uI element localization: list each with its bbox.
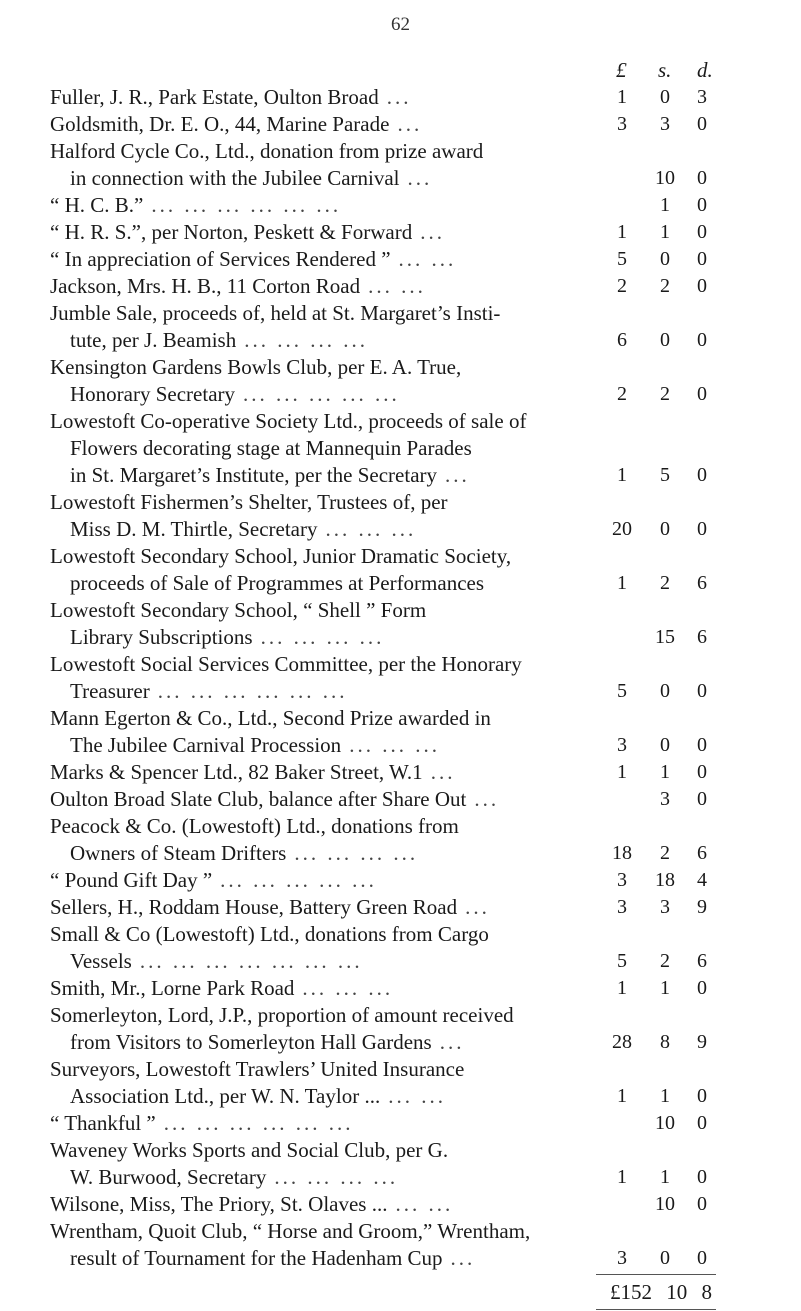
entry-text-line [50,867,765,894]
amount-shillings: 3 [660,113,670,135]
ledger-entry [50,705,765,759]
entry-text: Fuller, J. R., Park Estate, Oulton Broad [50,85,379,109]
leader-dots: ... ... ... [325,517,417,541]
entry-text-line [50,138,765,165]
ledger-entry [50,921,765,975]
entry-text: The Jubilee Carnival Procession [70,733,342,757]
entry-text: W. Burwood, Secretary [70,1165,267,1189]
leader-dots: ... ... ... ... [244,328,368,352]
leader-dots: ... ... ... ... [274,1165,399,1189]
entry-text: Jumble Sale, proceeds of, held at St. Margaret’s Insti- [50,301,501,325]
ledger-entry [50,597,765,651]
amount-pence: 6 [697,842,707,864]
entry-text: in connection with the Jubilee Carnival [70,166,400,190]
amount-pounds: 1 [617,1166,627,1188]
total-pence: 8 [701,1280,712,1304]
amount-pence: 0 [697,1247,707,1269]
entry-text-line [50,705,765,732]
entry-text-line [50,1110,765,1137]
entry-text-line [50,327,765,354]
entry-text: proceeds of Sale of Programmes at Performances [70,571,485,595]
entry-text-line [50,516,765,543]
amount-pence: 6 [697,626,707,648]
entry-text: Peacock & Co. (Lowestoft) Ltd., donations from [50,814,459,838]
amount-shillings: 8 [660,1031,670,1053]
entry-text-line [50,948,765,975]
leader-dots: ... [386,85,412,109]
entry-text-line [50,1164,765,1191]
entry-text: Miss D. M. Thirtle, Secretary [70,517,318,541]
leader-dots: ... ... ... [349,733,440,757]
ledger-entry [50,1137,765,1191]
amount-shillings: 2 [660,383,670,405]
entry-text: Association Ltd., per W. N. Taylor ... [70,1084,381,1108]
ledger-entry [50,786,765,813]
entry-text-line [50,813,765,840]
amount-shillings: 2 [660,950,670,972]
entry-text-line [50,462,765,489]
amount-pounds [608,624,636,651]
amount-shillings: 0 [660,518,670,540]
amount-pence: 0 [697,329,707,351]
entry-text-line [50,543,765,570]
ledger-entry [50,1191,765,1218]
amount-shillings: 15 [655,626,675,648]
amount-pence: 0 [697,464,707,486]
pounds-column-header: £ [616,58,627,82]
amount-pence: 0 [697,1166,707,1188]
ledger-entry [50,759,765,786]
entry-text: Treasurer [70,679,150,703]
page-number: 62 [391,14,410,35]
entry-text-line [50,273,765,300]
leader-dots: ... ... ... ... ... ... ... [139,949,363,973]
amount-pence: 6 [697,950,707,972]
entry-text: Marks & Spencer Ltd., 82 Baker Street, W.1 [50,760,423,784]
entry-text: Sellers, H., Roddam House, Battery Green Road [50,895,458,919]
entry-text-line [50,381,765,408]
leader-dots: ... ... [398,247,457,271]
amount-shillings: 1 [660,194,670,216]
amount-shillings: 1 [660,221,670,243]
ledger-entry [50,651,765,705]
entry-text: Oulton Broad Slate Club, balance after Share Out [50,787,467,811]
leader-dots: ... [420,220,445,244]
entry-text-line [50,894,765,921]
amount-shillings: 0 [660,329,670,351]
entry-text-line [50,759,765,786]
entry-text: “ Thankful ” [50,1111,156,1135]
amount-pounds: 1 [617,761,627,783]
entry-text: Surveyors, Lowestoft Trawlers’ United Insurance [50,1057,465,1081]
amount-pence: 3 [697,86,707,108]
ledger-entry [50,489,765,543]
entry-text: Lowestoft Fishermen’s Shelter, Trustees of, per [50,490,448,514]
entry-text: Waveney Works Sports and Social Club, per G. [50,1138,449,1162]
entry-text: “ In appreciation of Services Rendered ” [50,247,391,271]
entry-text-line [50,840,765,867]
leader-dots: ... ... ... ... ... [243,382,400,406]
entry-text-line [50,1191,765,1218]
leader-dots: ... ... ... [302,976,394,1000]
amount-shillings: 1 [660,1085,670,1107]
amount-pence: 0 [697,518,707,540]
entry-text-line [50,651,765,678]
entry-text: Lowestoft Secondary School, “ Shell ” Form [50,598,427,622]
amount-pounds: 1 [617,221,627,243]
amount-shillings: 10 [655,167,675,189]
amount-pence: 0 [697,383,707,405]
amount-shillings: 1 [660,977,670,999]
entry-text: Somerleyton, Lord, J.P., proportion of amount received [50,1003,514,1027]
leader-dots: ... [430,760,456,784]
leader-dots: ... ... [395,1192,454,1216]
ledger-entry [50,894,765,921]
ledger-entry [50,300,765,354]
grand-total [610,1280,721,1305]
entry-text-line [50,921,765,948]
entry-text-line [50,1083,765,1110]
amount-pence: 0 [697,788,707,810]
entry-text-line [50,489,765,516]
amount-pence: 0 [697,734,707,756]
entry-text: from Visitors to Somerleyton Hall Gardens [70,1030,432,1054]
amount-pence: 0 [697,977,707,999]
entry-text: Kensington Gardens Bowls Club, per E. A. True, [50,355,462,379]
ledger-entry [50,219,765,246]
amount-pounds [608,786,636,813]
ledger-entry [50,975,765,1002]
amount-pence: 0 [697,680,707,702]
entry-text-line [50,165,765,192]
entry-text-line [50,786,765,813]
ledger-entry [50,867,765,894]
amount-shillings: 0 [660,734,670,756]
amount-pounds: 6 [617,329,627,351]
entry-text-line [50,1218,765,1245]
entry-text-line [50,300,765,327]
entry-text-line [50,1002,765,1029]
entry-text-line [50,732,765,759]
leader-dots: ... [439,1030,465,1054]
leader-dots: ... ... ... ... ... ... [163,1111,354,1135]
amount-pence: 9 [697,896,707,918]
amount-pounds: 3 [617,869,627,891]
amount-pounds [608,1191,636,1218]
subscription-ledger [50,84,765,1272]
pence-column-header: d. [697,58,713,82]
entry-text: Honorary Secretary [70,382,236,406]
ledger-entry [50,408,765,489]
amount-pounds [608,192,636,219]
amount-pounds: 3 [617,896,627,918]
amount-pence: 0 [697,167,707,189]
entry-text-line [50,678,765,705]
amount-pounds: 1 [617,1085,627,1107]
entry-text: Mann Egerton & Co., Ltd., Second Prize awarded in [50,706,491,730]
amount-pence: 0 [697,275,707,297]
entry-text-line [50,1245,765,1272]
leader-dots: ... [465,895,490,919]
amount-pence: 0 [697,194,707,216]
amount-shillings: 0 [660,86,670,108]
ledger-entry [50,1002,765,1056]
entry-text-line [50,570,765,597]
amount-shillings: 10 [655,1193,675,1215]
total-top-rule [596,1274,716,1275]
entry-text: Goldsmith, Dr. E. O., 44, Marine Parade [50,112,390,136]
ledger-entry [50,354,765,408]
amount-pounds [608,165,636,192]
ledger-entry [50,84,765,111]
amount-pence: 0 [697,1112,707,1134]
ledger-entry [50,1110,765,1137]
amount-pence: 0 [697,1193,707,1215]
amount-pounds: 2 [617,275,627,297]
amount-pounds: 5 [617,248,627,270]
entry-text-line [50,111,765,138]
amount-pence: 0 [697,248,707,270]
ledger-entry [50,192,765,219]
ledger-entry [50,1218,765,1272]
entry-text-line [50,975,765,1002]
ledger-entry [50,111,765,138]
entry-text: Halford Cycle Co., Ltd., donation from prize award [50,139,484,163]
amount-shillings: 2 [660,842,670,864]
leader-dots: ... [407,166,433,190]
amount-pence: 0 [697,761,707,783]
ledger-entry [50,138,765,192]
amount-shillings: 0 [660,248,670,270]
amount-pounds: 1 [617,977,627,999]
amount-shillings: 1 [660,761,670,783]
entry-text: Smith, Mr., Lorne Park Road [50,976,295,1000]
amount-shillings: 2 [660,275,670,297]
leader-dots: ... [450,1246,476,1270]
entry-text: Library Subscriptions [70,625,253,649]
leader-dots: ... [397,112,423,136]
amount-shillings: 10 [655,1112,675,1134]
amount-shillings: 0 [660,1247,670,1269]
shillings-column-header: s. [658,58,672,82]
leader-dots: ... ... [388,1084,446,1108]
entry-text-line [50,84,765,111]
entry-text: Lowestoft Co-operative Society Ltd., proceeds of sale of [50,409,527,433]
entry-text-line [50,1137,765,1164]
amount-shillings: 3 [660,896,670,918]
entry-text-line [50,435,765,462]
amount-pounds: 18 [612,842,632,864]
leader-dots: ... ... [368,274,426,298]
amount-pounds: 3 [617,113,627,135]
amount-pence: 4 [697,869,707,891]
amount-shillings: 3 [660,788,670,810]
entry-text-line [50,1056,765,1083]
entry-text-line [50,597,765,624]
amount-pounds: 20 [612,518,632,540]
entry-text-line [50,1029,765,1056]
amount-pounds: 28 [612,1031,632,1053]
leader-dots: ... ... ... ... [260,625,385,649]
leader-dots: ... ... ... ... ... ... [157,679,348,703]
amount-pounds: 1 [617,86,627,108]
amount-pounds: 5 [617,680,627,702]
amount-pence: 0 [697,1085,707,1107]
leader-dots: ... [445,463,470,487]
amount-pounds: 3 [617,1247,627,1269]
amount-pounds: 1 [617,572,627,594]
amount-shillings: 5 [660,464,670,486]
leader-dots: ... [474,787,500,811]
entry-text: Small & Co (Lowestoft) Ltd., donations from Cargo [50,922,489,946]
leader-dots: ... ... ... ... ... [220,868,377,892]
entry-text: Lowestoft Social Services Committee, per the Honorary [50,652,522,676]
entry-text: Vessels [70,949,132,973]
amount-pounds: 1 [617,464,627,486]
ledger-entry [50,246,765,273]
total-shillings: 10 [666,1280,688,1304]
ledger-entry [50,813,765,867]
entry-text-line [50,408,765,435]
amount-pounds: 3 [617,734,627,756]
total-pounds: £152 [610,1280,652,1304]
entry-text: “ H. R. S.”, per Norton, Peskett & Forward [50,220,413,244]
ledger-entry [50,273,765,300]
amount-pence: 0 [697,221,707,243]
entry-text-line [50,219,765,246]
amount-shillings: 18 [655,869,675,891]
entry-text: Wilsone, Miss, The Priory, St. Olaves ... [50,1192,388,1216]
amount-pence: 9 [697,1031,707,1053]
amount-pounds [608,1110,636,1137]
entry-text: Jackson, Mrs. H. B., 11 Corton Road [50,274,361,298]
entry-text: tute, per J. Beamish [70,328,237,352]
amount-pounds: 2 [617,383,627,405]
entry-text: “ H. C. B.” [50,193,144,217]
amount-pence: 6 [697,572,707,594]
entry-text: Owners of Steam Drifters [70,841,287,865]
entry-text: Lowestoft Secondary School, Junior Dramatic Society, [50,544,512,568]
ledger-entry [50,543,765,597]
amount-pounds: 5 [617,950,627,972]
entry-text: “ Pound Gift Day ” [50,868,213,892]
amount-shillings: 0 [660,680,670,702]
leader-dots: ... ... ... ... [294,841,419,865]
entry-text: Flowers decorating stage at Mannequin Parades [70,436,472,460]
leader-dots: ... ... ... ... ... ... [151,193,342,217]
entry-text: Wrentham, Quoit Club, “ Horse and Groom,” Wrentham, [50,1219,531,1243]
entry-text: in St. Margaret’s Institute, per the Secretary [70,463,438,487]
entry-text: result of Tournament for the Hadenham Cup [70,1246,443,1270]
amount-shillings: 2 [660,572,670,594]
ledger-entry [50,1056,765,1110]
entry-text-line [50,354,765,381]
entry-text-line [50,624,765,651]
total-bottom-rule [596,1309,716,1310]
entry-text-line [50,192,765,219]
entry-text-line [50,246,765,273]
amount-pence: 0 [697,113,707,135]
amount-shillings: 1 [660,1166,670,1188]
